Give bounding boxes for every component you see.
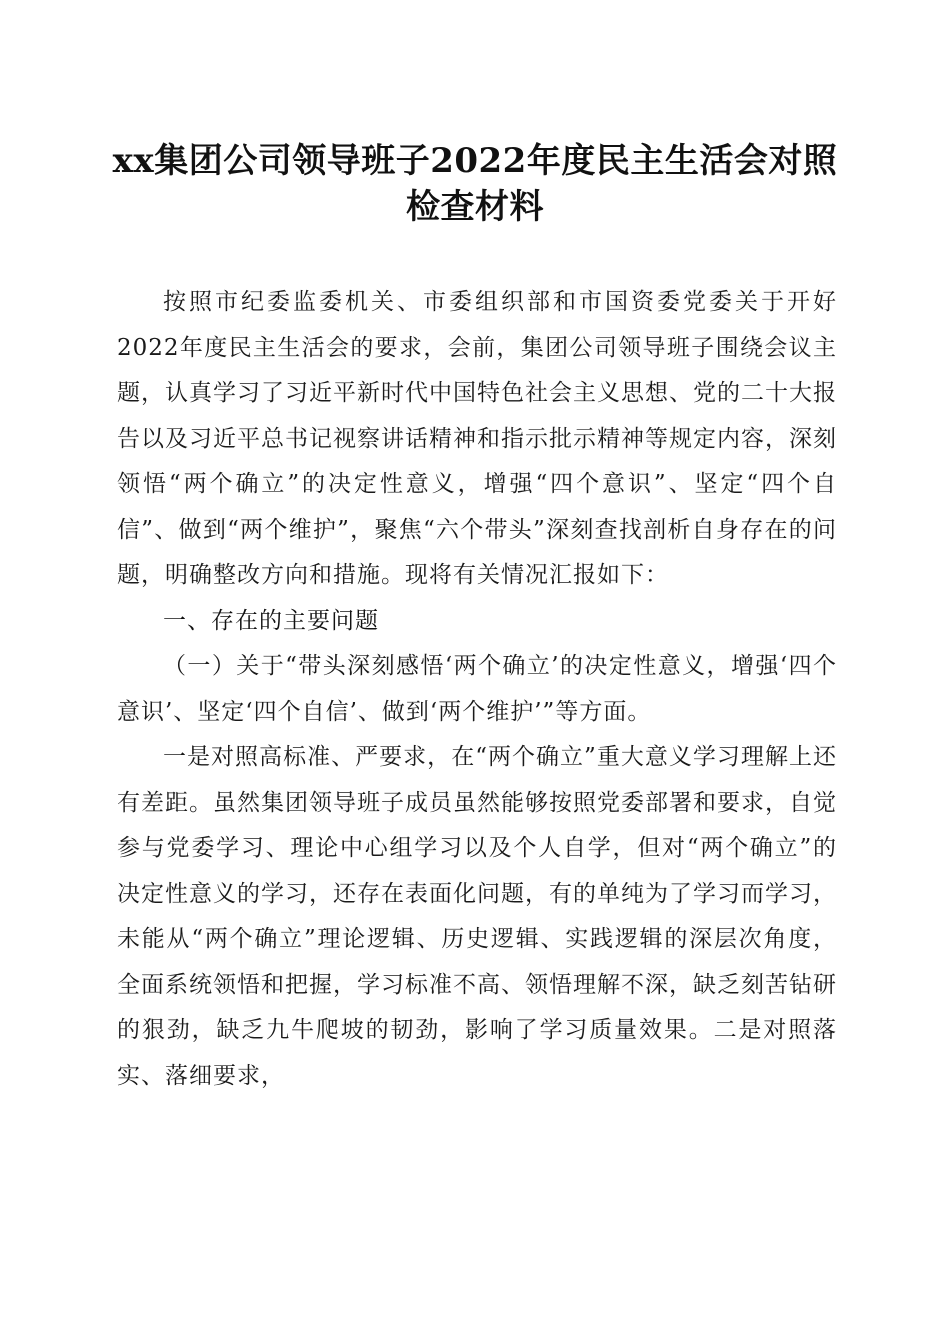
subsection-heading: （一）关于“带头深刻感悟‘两个确立’的决定性意义，增强‘四个意识’、坚定‘四个自信’、做到‘两个维护’”等方面。 [117, 653, 837, 725]
intro-paragraph: 按照市纪委监委机关、市委组织部和市国资委党委关于开好2022年度民主生活会的要求，会前，集团公司领导班子围绕会议主题，认真学习了习近平新时代中国特色社会主义思想、党的二十大报告以及习近平总书记视察讲话精神和指示批示精神等规定内容，深刻领悟“两个确立”的决定性意义，增强“四个意识”、坚定“四个自信”、做到“两个维护”，聚焦“六个带头”深刻查找剖析自身存在的问题，明确整改方向和措施。现将有关情况汇报如下： [117, 289, 837, 588]
document-title: xx集团公司领导班子2022年度民主生活会对照检查材料 [112, 141, 838, 227]
body-paragraph: 一是对照高标准、严要求，在“两个确立”重大意义学习理解上还有差距。虽然集团领导班子成员虽然能够按照党委部署和要求，自觉参与党委学习、理论中心组学习以及个人自学，但对“两个确立”的决定性意义的学习，还存在表面化问题，有的单纯为了学习而学习，未能从“两个确立”理论逻辑、历史逻辑、实践逻辑的深层次角度，全面系统领悟和把握，学习标准不高、领悟理解不深，缺乏刻苦钻研的狠劲，缺乏九牛爬坡的韧劲，影响了学习质量效果。二是对照落实、落细要求， [117, 744, 837, 1089]
section-heading: 一、存在的主要问题 [163, 607, 379, 634]
document-body [117, 280, 837, 1099]
